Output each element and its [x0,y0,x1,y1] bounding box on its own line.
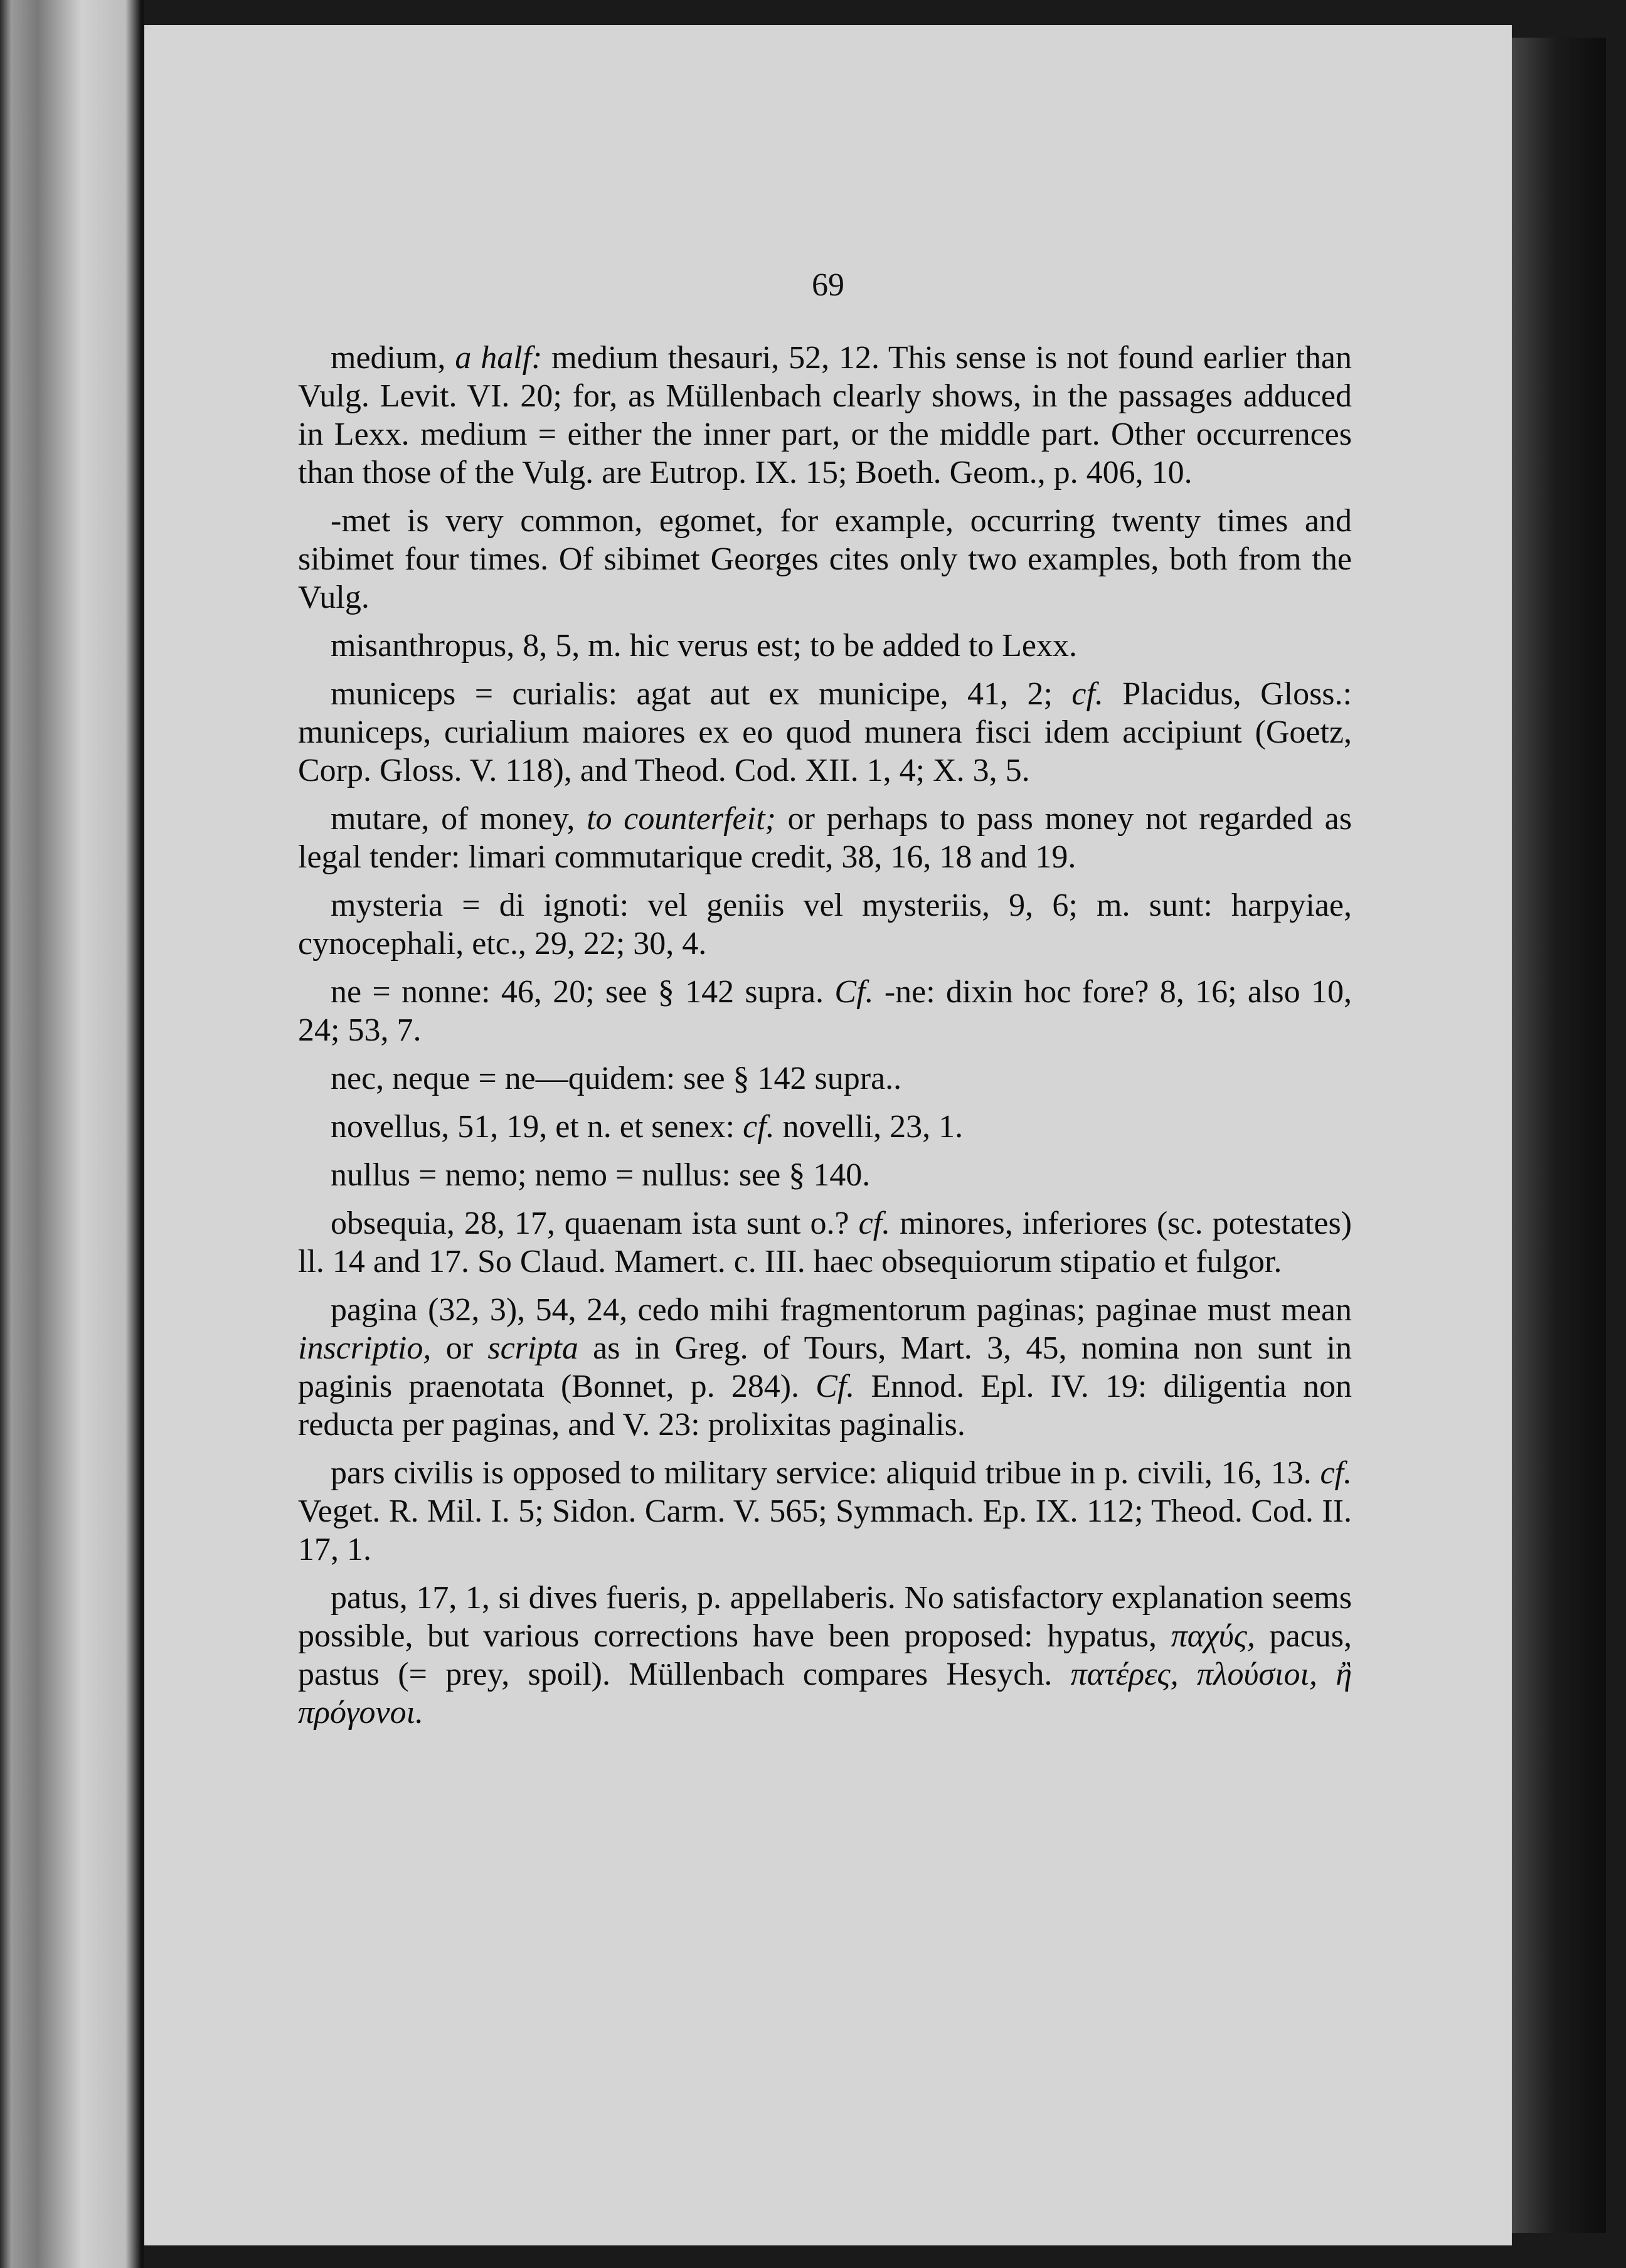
entry-text: patus, 17, 1, si dives fueris, p. appellaberis. No satisfactory explanation seems possible, but various corrections have been proposed: hypatus, [298,1580,1352,1654]
entry-misanthropus [298,627,1352,665]
entry-text: -met is very common, egomet, for example, occurring twenty times and sibimet four times. Of sibimet Georges cites only two examples, both from the Vulg. [298,503,1352,615]
entry-text: municeps = curialis: agat aut ex municipe, 41, 2; [331,676,1072,712]
entry-italic-text: cf. [858,1206,891,1241]
entry-mutare [298,800,1352,876]
entry-patus [298,1579,1352,1732]
entry-medium [298,339,1352,492]
entry-obsequia [298,1204,1352,1281]
entry-italic-text: a half: [455,340,543,376]
entry-text: misanthropus, 8, 5, m. hic verus est; to be added to Lexx. [331,628,1078,664]
page-number: 69 [812,267,844,303]
entry-text: mysteria = di ignoti: vel geniis vel mysteriis, 9, 6; m. sunt: harpyiae, cynocephali, etc., 29, 22; 30, 4. [298,888,1352,962]
entry-text: Placidus, Gloss.: municeps, curialium maiores ex eo quod munera fisci idem accipiunt (Goetz, Corp. Gloss. V. 118), and Theod. Cod. XII. 1, 4; X. 3, 5. [298,676,1352,788]
entry-italic-text: πατέρες, πλούσιοι, ἢ πρόγονοι. [298,1656,1352,1730]
entry-mysteria [298,886,1352,963]
entry-text: pars civilis is opposed to military service: aliquid tribue in p. civili, 16, 13. [331,1455,1320,1491]
entry-italic-text: Cf. [834,974,874,1010]
entry-ne [298,973,1352,1049]
entry-text: medium, [331,340,455,376]
entry-italic-text: inscriptio, [298,1330,432,1366]
entry-text: Veget. R. Mil. I. 5; Sidon. Carm. V. 565; Symmach. Ep. IX. 112; Theod. Cod. II. 17, 1. [298,1493,1352,1567]
entry-text: mutare, of money, [331,801,587,837]
entry-text: -ne: dixin hoc fore? 8, 16; also 10, 24; 53, 7. [298,974,1352,1048]
entry-text: novellus, 51, 19, et n. et senex: [331,1109,743,1145]
book-page [144,25,1512,2245]
entry-italic-text: to counterfeit; [587,801,776,837]
entry-text: minores, inferiores (sc. potestates) ll. 14 and 17. So Claud. Mamert. c. III. haec obsequiorum stipatio et fulgor. [298,1206,1352,1280]
entry-nullus [298,1156,1352,1194]
entry-text: novelli, 23, 1. [774,1109,964,1145]
entry-met [298,502,1352,617]
entry-text: or perhaps to pass money not regarded as legal tender: limari commutarique credit, 38, 16, 18 and 19. [298,801,1352,875]
entry-text: nullus = nemo; nemo = nullus: see § 140. [331,1157,871,1193]
entry-italic-text: Cf. [816,1369,855,1404]
entry-text: obsequia, 28, 17, quaenam ista sunt o.? [331,1206,859,1241]
entry-novellus [298,1108,1352,1146]
entry-text: ne = nonne: 46, 20; see § 142 supra. [331,974,835,1010]
entry-pars [298,1454,1352,1569]
entry-text: as in Greg. of Tours, Mart. 3, 45, nomina non sunt in paginis praenotata (Bonnet, p. 284). [298,1330,1352,1404]
entry-text: or [431,1330,488,1366]
entry-text: pacus, pastus (= prey, spoil). Müllenbach compares Hesych. [298,1618,1352,1692]
entry-nec [298,1059,1352,1098]
entry-text: pagina (32, 3), 54, 24, cedo mihi fragmentorum paginas; paginae must mean [331,1292,1352,1328]
entry-italic-text: παχύς, [1171,1618,1255,1654]
glossary-content [298,339,1352,1742]
entry-text: Ennod. Epl. IV. 19: diligentia non reducta per paginas, and V. 23: prolixitas paginalis. [298,1369,1352,1443]
entry-italic-text: cf. [743,1109,775,1145]
entry-pagina [298,1291,1352,1444]
entry-italic-text: scripta [487,1330,578,1366]
scan-left-margin [0,0,144,2268]
entry-text: nec, neque = ne—quidem: see § 142 supra.. [331,1061,902,1096]
entry-italic-text: cf. [1320,1455,1352,1491]
entry-text: medium thesauri, 52, 12. This sense is not found earlier than Vulg. Levit. VI. 20; for, as Müllenbach clearly shows, in the passages adduced in Lexx. medium = either the inner part, or the middle part. Other occurrences than those of the Vulg. are Eutrop. IX. 15; Boeth. Geom., p. 406, 10. [298,340,1352,490]
entry-italic-text: cf. [1071,676,1103,712]
entry-municeps [298,675,1352,790]
